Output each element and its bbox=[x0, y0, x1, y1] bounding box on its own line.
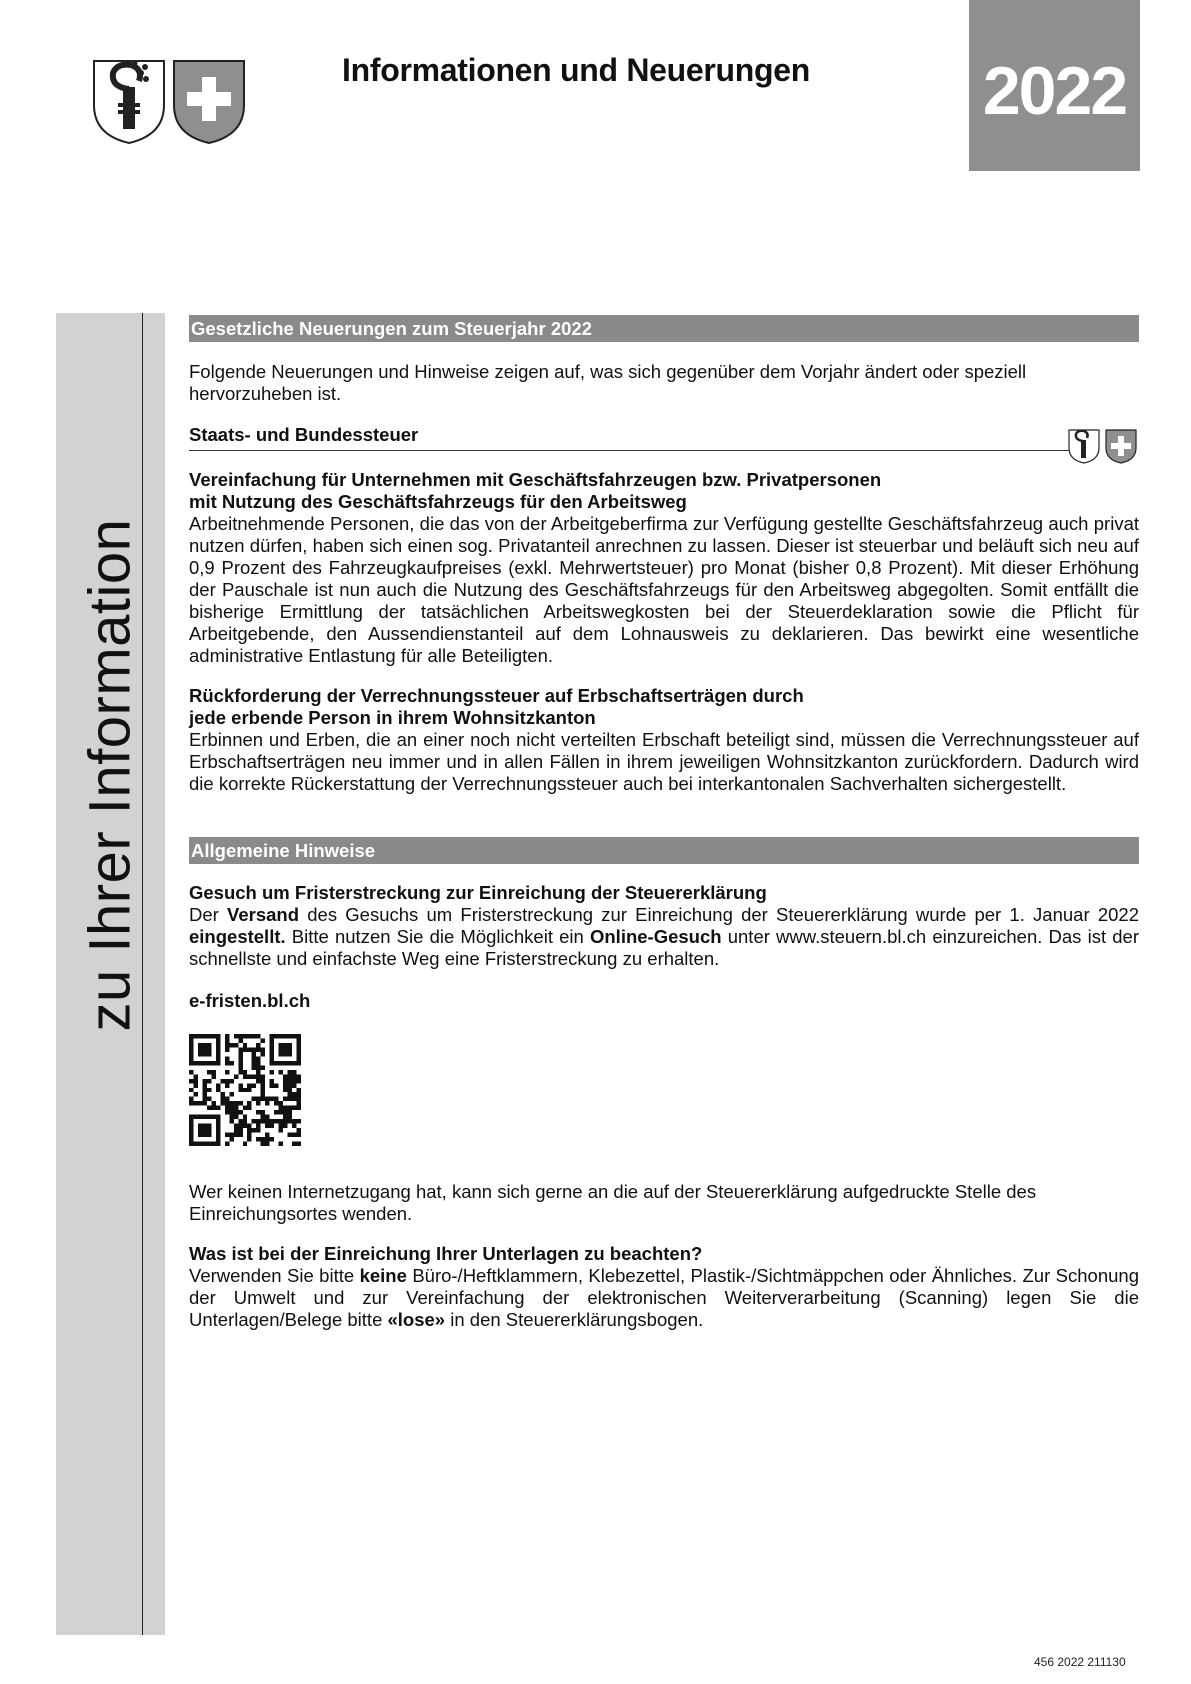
section-heading-general-notes: Allgemeine Hinweise bbox=[189, 837, 1139, 864]
basel-landschaft-crest-icon bbox=[94, 61, 164, 144]
text-run: unter www.steuern.bl.ch einzureichen. Das ist der schnellste und einfachste Weg eine Fristerstreckung zu erhalten. bbox=[189, 926, 1139, 969]
item-deadline-extension bbox=[189, 882, 1139, 1225]
qr-code[interactable] bbox=[189, 1034, 301, 1146]
text-run: Büro-/Heftklammern, Klebezettel, Plastik-/Sichtmäppchen oder Ähnliches. Zur Schonung der Umwelt und zur Vereinfachung der elektronischen Weiterverarbeitung (Scanning) legen Sie die Unterlagen/Belege bitte bbox=[189, 1265, 1139, 1330]
text-run: des Gesuchs um Fristerstreckung zur Einreichung der Steuererklärung wurde per 1. Januar 2022 bbox=[299, 904, 1139, 925]
swiss-cross-crest-icon bbox=[174, 61, 244, 143]
section-heading-legal-changes: Gesetzliche Neuerungen zum Steuerjahr 2022 bbox=[189, 315, 1139, 342]
document-title: Informationen und Neuerungen bbox=[342, 52, 811, 88]
coats-of-arms-logo bbox=[91, 57, 251, 145]
item-body-no-internet: Wer keinen Internetzugang hat, kann sich gerne an die auf der Steuererklärung aufgedruckte Stelle des Einreichungsortes wenden. bbox=[189, 1181, 1037, 1224]
text-run: Verwenden Sie bitte bbox=[189, 1265, 360, 1286]
item-title-line1: Rückforderung der Verrechnungssteuer auf Erbschaftserträgen durch bbox=[189, 685, 804, 706]
small-coats-of-arms-icon bbox=[1067, 428, 1139, 464]
sidebar-label: zu Ihrer Information bbox=[77, 518, 143, 1032]
main-content bbox=[189, 315, 1139, 1331]
year-label: 2022 bbox=[982, 53, 1127, 129]
item-title-line1: Vereinfachung für Unternehmen mit Geschäftsfahrzeugen bzw. Privatpersonen bbox=[189, 469, 882, 490]
subheading-rule bbox=[189, 450, 1069, 451]
item-body: Erbinnen und Erben, die an einer noch nicht verteilten Erbschaft beteiligt sind, müssen die Verrechnungssteuer auf Erbschaftserträgen neu immer und in allen Fällen in ihrem jeweiligen Wohnsitzkanton zurückfordern. Dadurch wird die korrekte Rückerstattung der Verrechnungssteuer auch bei interkantonalen Sachverhalten sichergestellt. bbox=[189, 729, 1139, 794]
text-run-bold: Online-Gesuch bbox=[589, 926, 722, 947]
item-title-line2: mit Nutzung des Geschäftsfahrzeugs für den Arbeitsweg bbox=[189, 491, 687, 512]
text-run: Der bbox=[189, 904, 228, 925]
text-run-bold: eingestellt. bbox=[189, 926, 286, 947]
document-code: 456 2022 211130 bbox=[1034, 1655, 1126, 1669]
intro-text: Folgende Neuerungen und Hinweise zeigen auf, was sich gegenüber dem Vorjahr ändert oder speziell hervorzuheben ist. bbox=[189, 361, 1027, 404]
item-company-vehicles bbox=[189, 469, 1139, 667]
text-run-bold: Versand bbox=[227, 904, 300, 925]
subheading-label: Staats- und Bundessteuer bbox=[189, 424, 419, 445]
year-badge bbox=[969, 0, 1140, 171]
text-run-bold: «lose» bbox=[387, 1309, 446, 1330]
item-title-line2: jede erbende Person in ihrem Wohnsitzkanton bbox=[189, 707, 596, 728]
e-fristen-link[interactable]: e-fristen.bl.ch bbox=[189, 990, 311, 1011]
item-body bbox=[189, 1265, 1139, 1331]
text-run: in den Steuererklärungsbogen. bbox=[445, 1309, 704, 1330]
text-run-bold: keine bbox=[359, 1265, 407, 1286]
item-title: Gesuch um Fristerstreckung zur Einreichung der Steuererklärung bbox=[189, 882, 767, 903]
item-body: Arbeitnehmende Personen, die das von der Arbeitgeberfirma zur Verfügung gestellte Geschäftsfahrzeug auch privat nutzen dürfen, haben sich einen sog. Privatanteil anrechnen zu lassen. Dieser ist steuerbar und beläuft sich neu auf 0,9 Prozent des Fahrzeugkaufpreises (exkl. Mehrwertsteuer) pro Monat (bisher 0,8 Prozent). Mit dieser Erhöhung der Pauschale ist nun auch die Nutzung des Geschäftsfahrzeugs für den Arbeitsweg abgegolten. Somit entfällt die bisherige Ermittlung der tatsächlichen Arbeitswegkosten bei der Steuerdeklaration sowie die Pflicht für Arbeitgebende, den Aussendienstanteil auf dem Lohnausweis zu deklarieren. Das bewirkt eine wesentliche administrative Entlastung für alle Beteiligten. bbox=[189, 513, 1139, 666]
text-run: Bitte nutzen Sie die Möglichkeit ein bbox=[285, 926, 590, 947]
item-title: Was ist bei der Einreichung Ihrer Unterlagen zu beachten? bbox=[189, 1243, 703, 1264]
item-withholding-tax-inheritance bbox=[189, 685, 1139, 795]
subheading-staats-bundessteuer bbox=[189, 424, 1139, 451]
item-documents-notice bbox=[189, 1243, 1139, 1331]
item-body bbox=[189, 904, 1139, 970]
